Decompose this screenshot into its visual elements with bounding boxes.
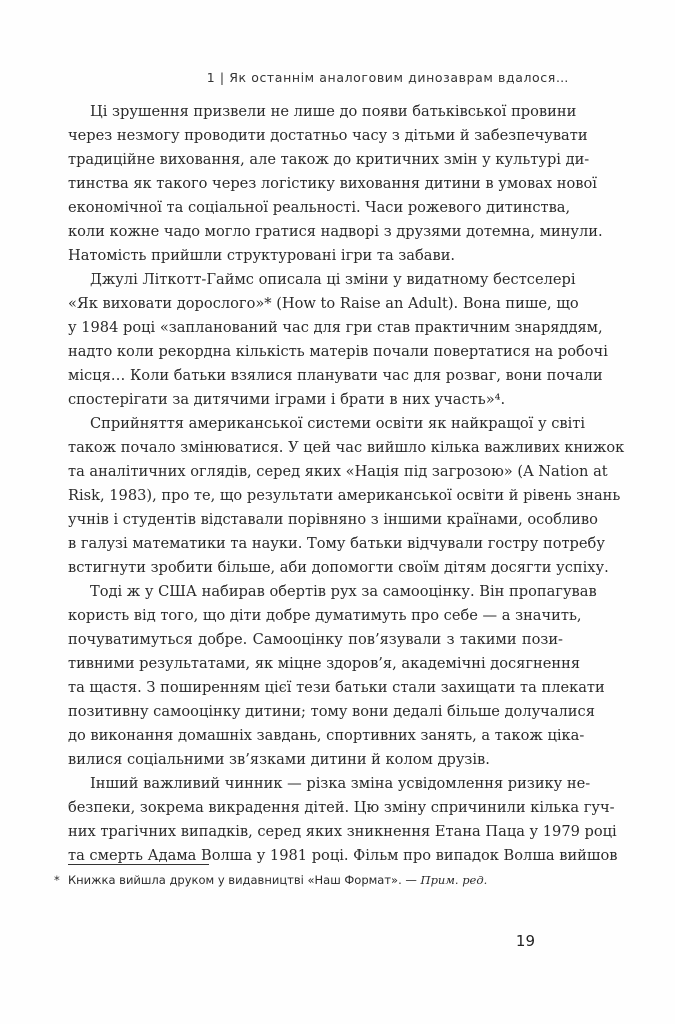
text-line: тивними результатами, як міцне здоров’я, академічні досягнення [68, 655, 581, 672]
text-line: спостерігати за дитячими іграми і брати в них участь»⁴. [68, 391, 506, 408]
text-line: користь від того, що діти добре думатимуть про себе — а значить, [68, 607, 582, 624]
text-line: коли кожне чадо могло гратися надворі з друзями дотемна, минули. [68, 223, 603, 240]
text-line: та аналітичних оглядів, серед яких «Нація під загрозою» (A Nation at [68, 463, 608, 480]
footnote-text: Книжка вийшла друком у видавництві «Наш Формат». — [68, 873, 421, 887]
text-line: надто коли рекордна кількість матерів почали повертатися на робочі [68, 343, 608, 360]
text-line: учнів і студентів відставали порівняно з іншими країнами, особливо [68, 511, 598, 528]
text-line: та смерть Адама Волша у 1981 році. Фільм про випадок Волша вийшов [68, 847, 618, 864]
text-line: безпеки, зокрема викрадення дітей. Цю зміну спричинили кілька гуч- [68, 799, 615, 816]
footnote [54, 873, 487, 887]
text-line: Інший важливий чинник — різка зміна усвідомлення ризику не- [90, 775, 591, 792]
page-number: 19 [515, 932, 535, 950]
footnote-divider [68, 864, 209, 865]
text-line: економічної та соціальної реальності. Часи рожевого дитинства, [68, 199, 571, 216]
text-line: до виконання домашніх завдань, спортивних занять, а також ціка- [68, 727, 585, 744]
text-line: в галузі математики та науки. Тому батьки відчували гостру потребу [68, 535, 605, 552]
text-line: вилися соціальними зв’язками дитини й колом друзів. [68, 751, 490, 768]
text-line: місця… Коли батьки взялися планувати час для розваг, вони почали [68, 367, 603, 384]
text-line: позитивну самооцінку дитини; тому вони дедалі більше долучалися [68, 703, 595, 720]
text-line: встигнути зробити більше, аби допомогти своїм дітям досягти успіху. [68, 559, 609, 576]
text-line: у 1984 році «запланований час для гри став практичним знаряддям, [68, 319, 603, 336]
text-line: Risk, 1983), про те, що результати американської освіти й рівень знань [68, 487, 621, 504]
text-line: тинства як такого через логістику виховання дитини в умовах нової [68, 175, 597, 192]
text-line: них трагічних випадків, серед яких зникнення Етана Паца у 1979 році [68, 823, 617, 840]
text-line: «Як виховати дорослого»* (How to Raise an Adult). Вона пише, що [68, 295, 579, 312]
text-line: також почало змінюватися. У цей час вийшло кілька важливих книжок [68, 439, 625, 456]
text-line: Джулі Літкотт-Гаймс описала ці зміни у видатному бестселері [90, 271, 576, 288]
text-line: Ці зрушення призвели не лише до появи батьківської провини [90, 103, 577, 120]
text-line: Тоді ж у США набирав обертів рух за самооцінку. Він пропагував [90, 583, 597, 600]
text-line: та щастя. З поширенням цієї тези батьки стали захищати та плекати [68, 679, 605, 696]
text-line: традиційне виховання, але також до критичних змін у культурі ди- [68, 151, 590, 168]
footnote-editor-note: Прим. ред. [420, 873, 488, 887]
text-line: Сприйняття американської системи освіти як найкращої у світі [90, 415, 586, 432]
text-line: почуватимуться добре. Самооцінку пов’язували з такими пози- [68, 631, 563, 648]
footnote-mark: * [54, 873, 60, 887]
running-header: 1 | Як останнім аналоговим динозаврам вдалося… [206, 70, 569, 85]
body-text [68, 100, 625, 868]
text-line: Натомість прийшли структуровані ігри та забави. [68, 247, 456, 264]
text-line: через незмогу проводити достатньо часу з дітьми й забезпечувати [68, 127, 588, 144]
